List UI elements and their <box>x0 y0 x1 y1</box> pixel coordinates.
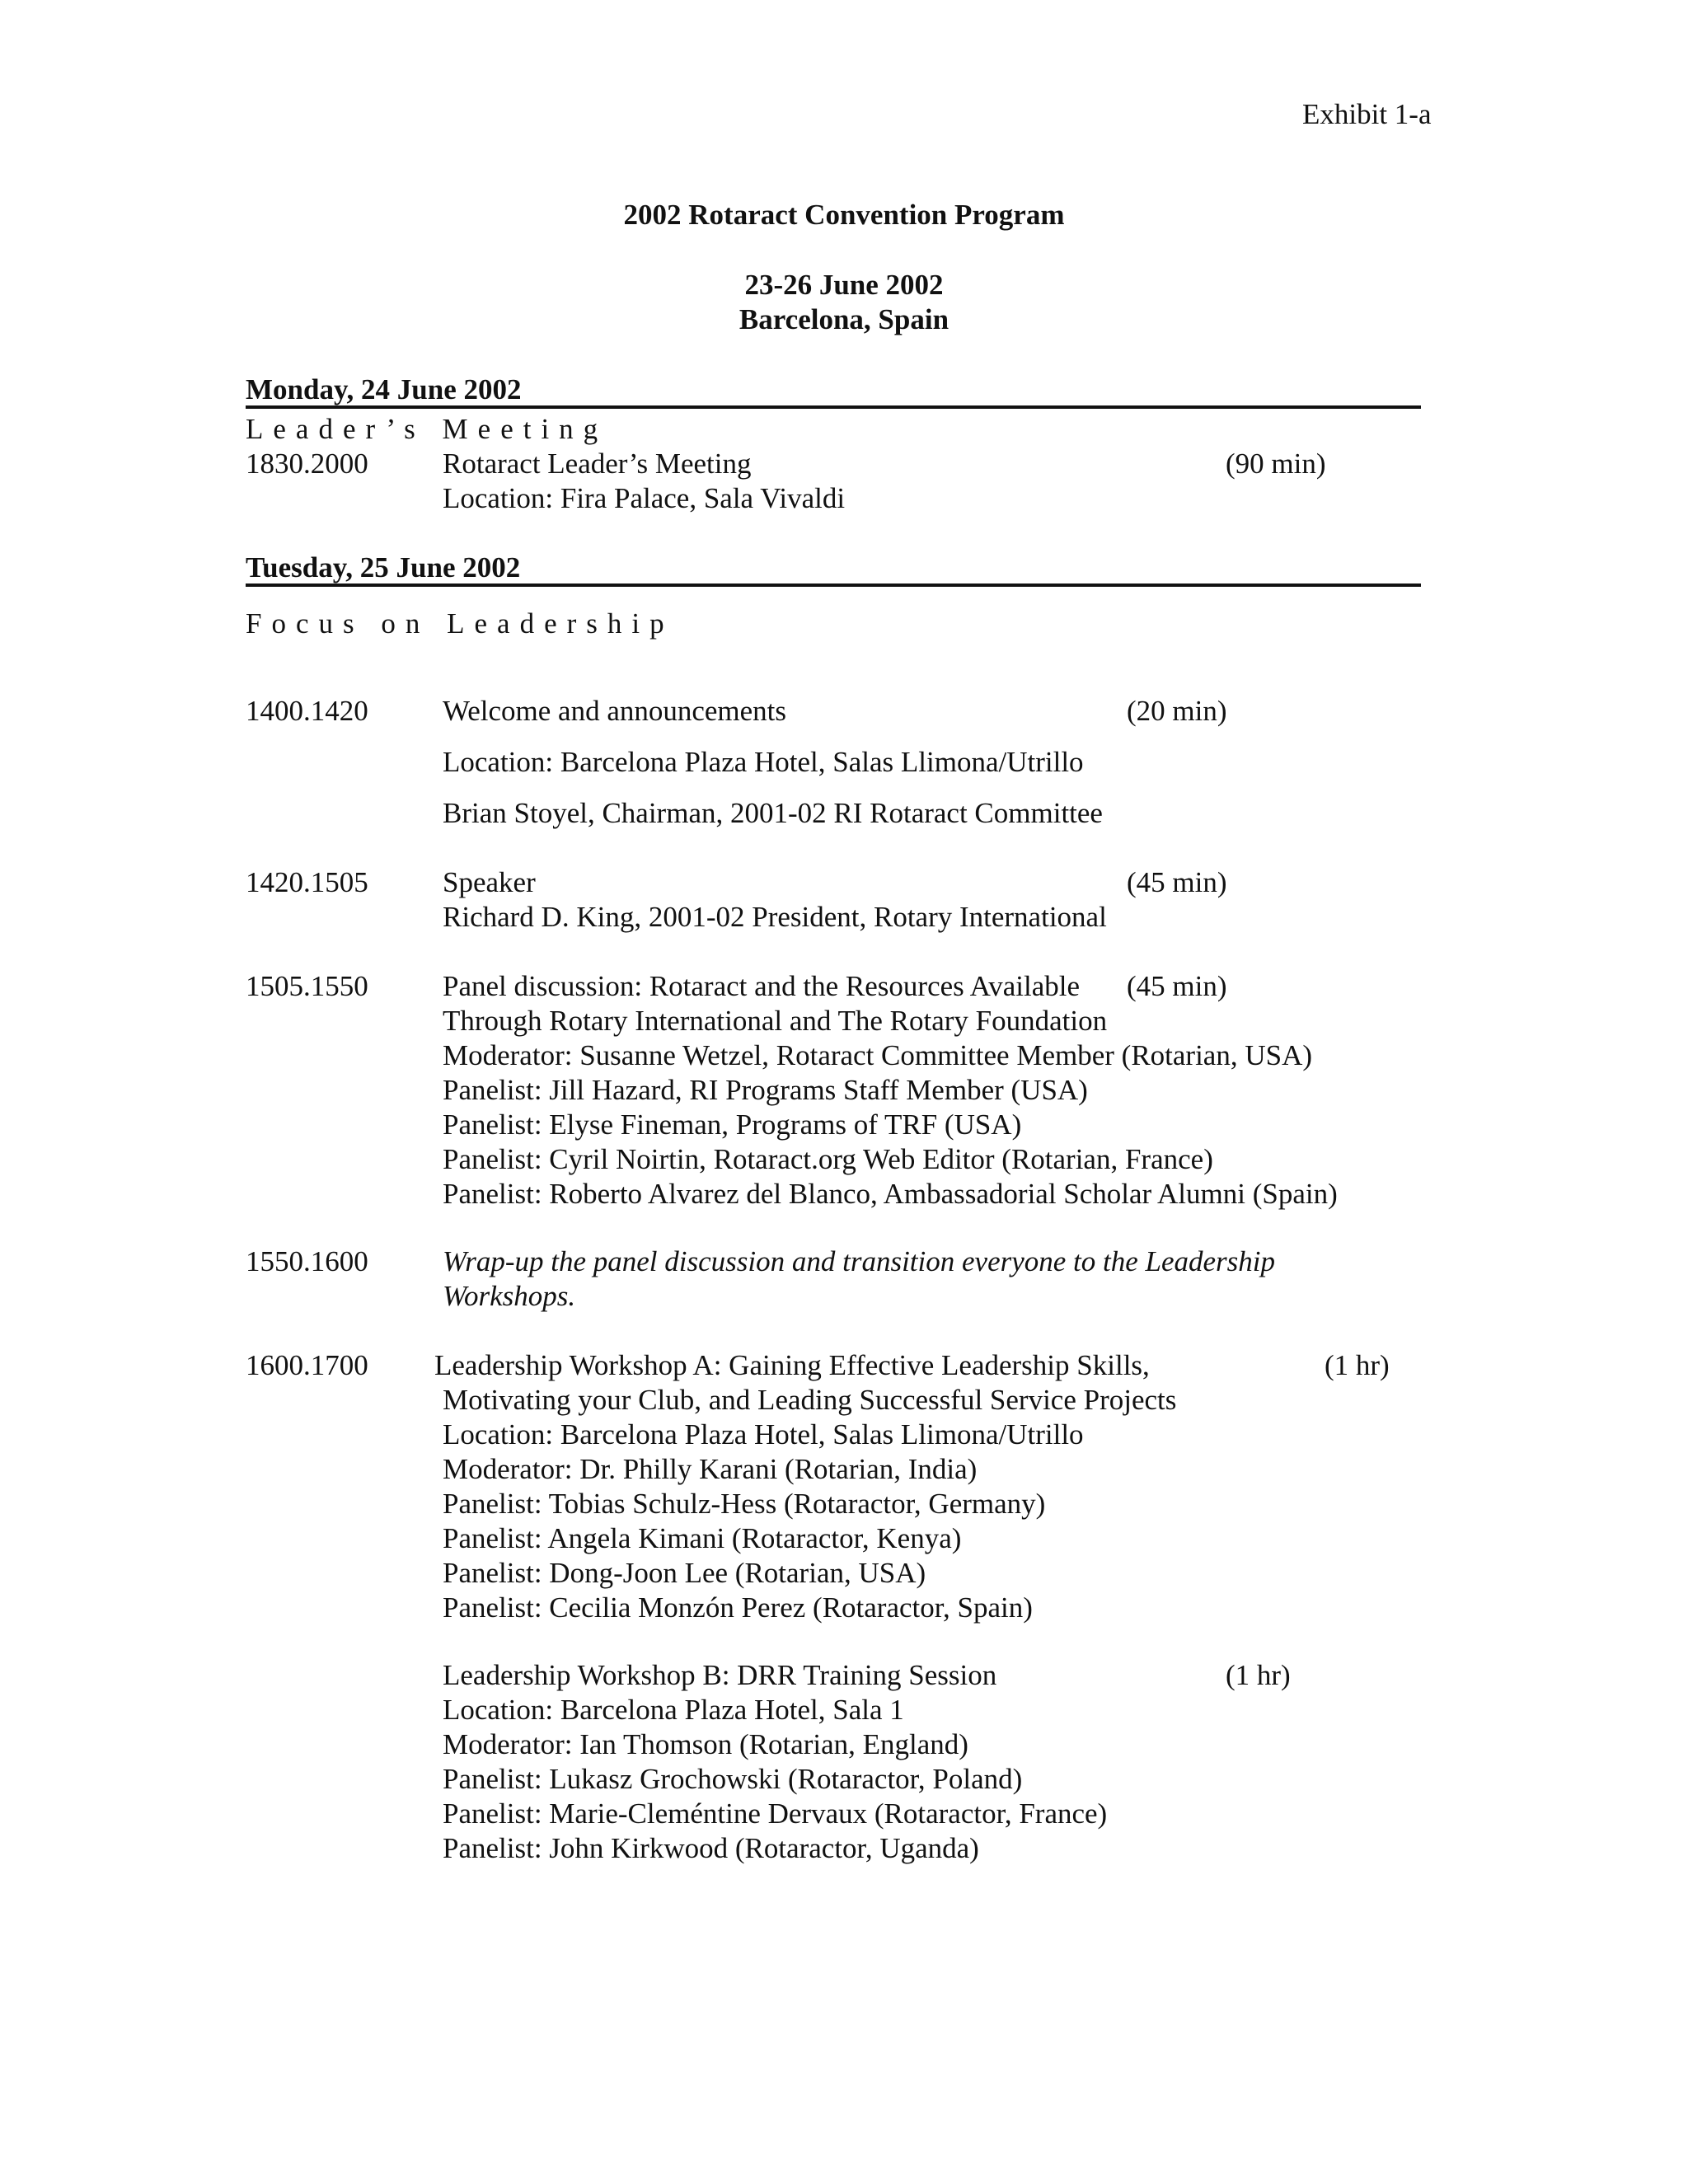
detail-line: Panelist: John Kirkwood (Rotaractor, Uganda) <box>443 1832 979 1864</box>
monday-divider <box>246 405 1421 409</box>
session-details <box>443 1693 1107 1866</box>
convention-place: Barcelona, Spain <box>738 303 950 335</box>
monday-time: 1830.2000 <box>246 448 368 480</box>
detail-line: Moderator: Ian Thomson (Rotarian, England) <box>443 1728 968 1760</box>
session-details <box>443 1004 1338 1212</box>
session-duration: (45 min) <box>1127 866 1227 898</box>
detail-line: Panelist: Angela Kimani (Rotaractor, Kenya) <box>443 1522 962 1554</box>
note-line: Workshops. <box>443 1280 576 1312</box>
detail-line: Location: Barcelona Plaza Hotel, Sala 1 <box>443 1694 904 1726</box>
session-duration: (1 hr) <box>1226 1659 1291 1691</box>
session-time: 1600.1700 <box>246 1349 368 1381</box>
session-title: Panel discussion: Rotaract and the Resources Available <box>443 970 1081 1002</box>
detail-line: Motivating your Club, and Leading Successful Service Projects <box>443 1384 1177 1416</box>
page-title: 2002 Rotaract Convention Program <box>623 199 1065 231</box>
session-person: Brian Stoyel, Chairman, 2001-02 RI Rotaract Committee <box>443 797 1103 829</box>
monday-heading: Monday, 24 June 2002 <box>246 373 522 405</box>
detail-line: Location: Barcelona Plaza Hotel, Salas Llimona/Utrillo <box>443 1418 1084 1451</box>
detail-line: Through Rotary International and The Rotary Foundation <box>443 1005 1108 1037</box>
session-time: 1505.1550 <box>246 970 368 1002</box>
session-title: Leadership Workshop A: Gaining Effective Leadership Skills, <box>434 1349 1150 1381</box>
tuesday-subheading: Focus on Leadership <box>246 607 674 640</box>
note-line: Wrap-up the panel discussion and transition everyone to the Leadership <box>443 1245 1276 1277</box>
session-duration: (1 hr) <box>1325 1349 1390 1381</box>
monday-event: Rotaract Leader’s Meeting <box>443 448 752 480</box>
detail-line: Panelist: Dong-Joon Lee (Rotarian, USA) <box>443 1557 926 1589</box>
detail-line: Panelist: Lukasz Grochowski (Rotaractor, Poland) <box>443 1763 1023 1795</box>
detail-line: Panelist: Cecilia Monzón Perez (Rotaractor, Spain) <box>443 1591 1033 1624</box>
session-title: Speaker <box>443 866 536 898</box>
detail-line: Panelist: Jill Hazard, RI Programs Staff Member (USA) <box>443 1074 1088 1106</box>
detail-line: Panelist: Marie-Cleméntine Dervaux (Rotaractor, France) <box>443 1797 1108 1830</box>
session-time: 1420.1505 <box>246 866 368 898</box>
exhibit-label: Exhibit 1-a <box>1302 98 1432 130</box>
session-time: 1550.1600 <box>246 1245 368 1277</box>
detail-line: Moderator: Susanne Wetzel, Rotaract Committee Member (Rotarian, USA) <box>443 1039 1313 1071</box>
detail-line: Panelist: Tobias Schulz-Hess (Rotaractor, Germany) <box>443 1488 1046 1520</box>
session-location: Location: Barcelona Plaza Hotel, Salas Llimona/Utrillo <box>443 746 1084 778</box>
tuesday-heading: Tuesday, 25 June 2002 <box>246 551 521 583</box>
monday-location: Location: Fira Palace, Sala Vivaldi <box>443 482 846 514</box>
session-title: Welcome and announcements <box>443 695 787 727</box>
detail-line: Moderator: Dr. Philly Karani (Rotarian, India) <box>443 1453 978 1485</box>
detail-line: Panelist: Elyse Fineman, Programs of TRF (USA) <box>443 1108 1022 1141</box>
session-title: Leadership Workshop B: DRR Training Session <box>443 1659 997 1691</box>
detail-line: Panelist: Roberto Alvarez del Blanco, Ambassadorial Scholar Alumni (Spain) <box>443 1178 1338 1210</box>
tuesday-divider <box>246 583 1421 587</box>
convention-dates: 23-26 June 2002 <box>744 269 944 301</box>
session-duration: (45 min) <box>1127 970 1227 1002</box>
session-details <box>443 1383 1176 1625</box>
monday-duration: (90 min) <box>1226 448 1326 480</box>
session-duration: (20 min) <box>1127 695 1227 727</box>
detail-line: Panelist: Cyril Noirtin, Rotaract.org Web Editor (Rotarian, France) <box>443 1143 1213 1175</box>
session-note <box>443 1244 1275 1314</box>
monday-subheading: Leader’s Meeting <box>246 413 608 445</box>
session-time: 1400.1420 <box>246 695 368 727</box>
session-person: Richard D. King, 2001-02 President, Rotary International <box>443 901 1107 933</box>
